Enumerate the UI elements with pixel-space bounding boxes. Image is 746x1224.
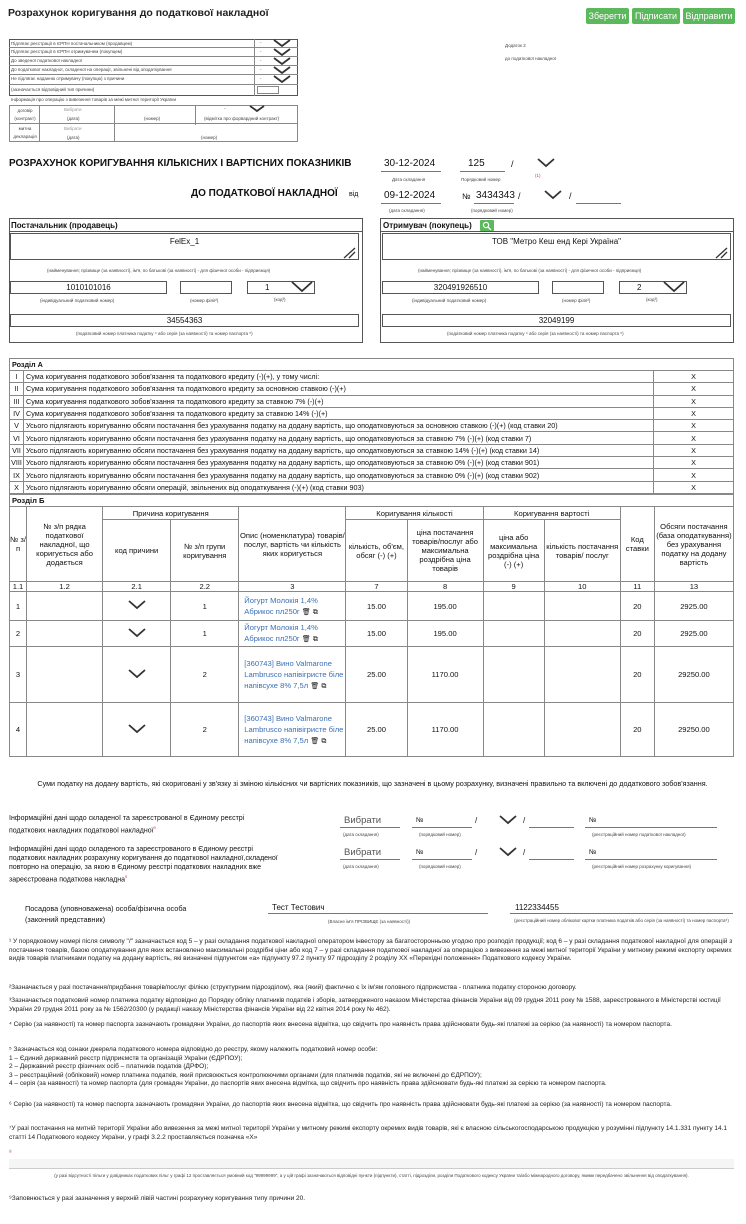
chevron-down-icon[interactable] [271, 57, 293, 66]
page-title: Розрахунок коригування до податкової накладної [8, 7, 269, 19]
seller-code-select[interactable]: 1 [247, 281, 315, 294]
copy-icon[interactable]: ⧉ [312, 636, 318, 643]
resize-handle-icon[interactable] [715, 247, 729, 259]
calc-subtitle: ДО ПОДАТКОВОЇ НАКЛАДНОЇ [191, 188, 338, 199]
calc-number[interactable]: 125 [468, 158, 485, 169]
table-row: 4 2 [360743] Вино Valmarone Lambrusco напівігристе біле напівсухе 8% 7,5л 🗑 ⧉ 25.00 1170.00 20 29250.00 [10, 703, 734, 757]
footnote-6: ⁶ Серію (за наявності) та номер паспорта зазначають громадяни України, до паспортів яких внесена відмітка, що свідчить про наявність права здійснювати будь-які платежі за серією (за наявності) та номером паспорта. [9, 1101, 672, 1108]
customs-date-choose[interactable]: Вибрати [64, 126, 82, 131]
buyer-taxid-field[interactable]: 32049199 [382, 314, 731, 327]
footnote-2: ²Зазначається у разі постачання/придбання товарів/послуг філією (структурним підрозділом), яка (який) фактично є їх ім'ям головного підприємства - платника податку стороною договору. [9, 984, 577, 991]
chevron-down-icon[interactable] [290, 281, 314, 293]
contract-date-choose[interactable]: Вибрати [64, 107, 82, 112]
buyer-ipn-field[interactable]: 320491926510 [382, 281, 539, 294]
send-button[interactable]: Відправити [683, 8, 735, 24]
chevron-down-icon[interactable] [662, 281, 686, 293]
note8-input[interactable] [9, 1159, 734, 1169]
trash-icon[interactable]: 🗑 [310, 737, 320, 745]
chevron-down-icon[interactable] [127, 669, 147, 679]
chevron-down-icon[interactable] [127, 600, 147, 610]
trash-icon[interactable]: 🗑 [301, 636, 311, 643]
trash-icon[interactable]: 🗑 [301, 608, 311, 616]
trash-icon[interactable]: 🗑 [310, 682, 320, 690]
buyer-name-field[interactable]: ТОВ "Метро Кеш енд Кері Україна" [382, 233, 731, 260]
chevron-down-icon[interactable] [271, 48, 293, 57]
search-icon [480, 220, 494, 231]
signer-number[interactable]: 1122334455 [515, 903, 559, 912]
reason-input[interactable] [257, 86, 279, 94]
appendix-line1: Додаток 2 [505, 43, 526, 48]
info2-label: Інформаційні дані щодо складеного та зареєстрованого в Єдиному реєстрі податкових накладних розрахунку коригування до податкової накладної,складеної повторно на операцію, за якою в Єдиному реєстрі податкових накладних вже зареєстрована податкова накладна$^9$ [9, 846, 278, 884]
calc-date[interactable]: 30-12-2024 [384, 158, 436, 169]
product-desc[interactable]: Йогурт Молокія 1,4% Абрикос пл250г [244, 623, 318, 643]
buyer-search-button[interactable] [480, 220, 494, 231]
footnote-3: ³Зазначається податковий номер платника податку відповідно до Порядку обліку платників податків і зборів, затвердженого наказом Міністерства фінансів України від 09 грудня 2011 року № 1588, зареєстрованого в Міністерстві юстиції України 29 грудня 2011 року за № 1562/20300 (у редакції наказу Міністерства фінансів України від 22 квітня 2014 року № 462). [9, 997, 721, 1013]
product-desc[interactable]: [360743] Вино Valmarone Lambrusco напівігристе біле напівсухе 8% 7,5л [244, 713, 344, 745]
signer-label: Посадова (уповноважена) особа/фізична особа (законний представник) [25, 904, 187, 924]
footnote-5: ⁵ Зазначається код ознаки джерела податкового номера відповідно до реєстру, якому належить податковий номер особи: 1 – Єдиний державний реєстр підприємств та організацій України (ЄДРПОУ); 2 – Державний реєстр фізичних осіб – платників податків (ДРФО); 3 – реєстраційний (обліковий) номер платника податків, який присвоюється контролюючими органами (для платників податків, які не включені до ЄДРПОУ); 4 – серія (за наявності) та номер паспорта (для громадян України, до паспортів яких внесена відмітка, що свідчить про наявність права здійснювати будь-які платежі за серією та номером паспорта. [9, 1046, 607, 1088]
footnote-8: ⁸ [9, 1149, 12, 1156]
seller-branch-field[interactable] [180, 281, 232, 294]
nak-date[interactable]: 09-12-2024 [384, 190, 436, 201]
footnote-9: ⁹Заповнюється у разі зазначення у верхній лівій частині розрахунку коригування типу причини 20. [9, 1195, 306, 1202]
chevron-down-icon[interactable] [271, 39, 293, 48]
buyer-title: Отримувач (покупець) [383, 221, 472, 230]
info1-date-choose[interactable]: Вибрати [344, 815, 382, 826]
table-row: 1 1 Йогурт Молокія 1,4% Абрикос пл250г 🗑 ⧉ 15.00 195.00 20 2925.00 [10, 592, 734, 621]
note8-caption: (у разі відсутності пільги у довідниках податкових пільг у графі 12 проставляється умовний код "99999999", а у цій графі зазначаються відповідні пункти (підпункти), статті, підрозділи, розділи Податкового кодексу України та/або міжнародного договору, якими передбачено звільнення від оподаткування). [54, 1173, 689, 1178]
chevron-down-icon[interactable] [247, 105, 267, 113]
buyer-code-select[interactable]: 2 [619, 281, 687, 294]
chevron-down-icon[interactable] [543, 190, 563, 200]
confirmation-text: Суми податку на додану вартість, які скориговані у зв'язку зі зміною кількісних чи вартісних показників, що зазначені в цьому розрахунку, визначені правильно та включені до додаткового зобов'язання. [37, 779, 708, 788]
seller-name-field[interactable]: FelEx_1 [10, 233, 359, 260]
info1-label: Інформаційні дані щодо складеної та зареєстрованої в Єдиному реєстрі податкових накладних податкової накладної$^9$ [9, 815, 245, 835]
copy-icon[interactable]: ⧉ [321, 737, 327, 745]
table-row: 2 1 Йогурт Молокія 1,4% Абрикос пл250г 🗑 ⧉ 15.00 195.00 20 2925.00 [10, 621, 734, 647]
footnote-7: ⁷У разі постачання на митній території України або вивезення за межі митної території України у митному режимі експорту окремих видів товарів, які є власною сільськогосподарською продукцією у розумінні підпункту 14.1.331 пункту 14.1 статті 14 Податкового кодексу України, у графі 3.2.2 проставляється позначка «Х» [9, 1125, 728, 1141]
footnote-1: ¹ У порядковому номері після символу "/" зазначається код 5 – у разі складання податкової накладної оператором інвестору за багатосторонньою угодою про розподіл продукції; код 6 – у разі складання податкової накладної для операцій з постачання товарів, базою оподаткування для яких встановлено максимальні роздрібні ціни або код 7 – у разі складання податкової накладної за операцією з вивезення за межі митної території України у митному режимі експорту окремих видів товарів платниками податку на додану вартість, які визначені підпунктом «а» підпункту 97.2 пункту 97 підрозділу 2 розділу XX «Перехідні положення» Податкового кодексу України. [9, 938, 733, 963]
calc-title: РОЗРАХУНОК КОРИГУВАННЯ КІЛЬКІСНИХ І ВАРТІСНИХ ПОКАЗНИКІВ [9, 158, 352, 169]
resize-handle-icon[interactable] [343, 247, 357, 259]
product-desc[interactable]: Йогурт Молокія 1,4% Абрикос пл250г [244, 595, 318, 616]
seller-title: Постачальник (продавець) [11, 221, 118, 230]
signer-name[interactable]: Тест Тестович [272, 903, 325, 912]
sign-button[interactable]: Підписати [632, 8, 680, 24]
header-table: Підлягає реєстрації в ЄРПН постачальником (продавцем) Підлягає реєстрації в ЄРПН отримувачем (покупцем) До зведеної податкової накладної До податкової накладної, складеної на операції, звільнені від оподаткування Не підлягає наданню отримувачу (покупцю) з причини (зазначається відповідний тип причини) Інформація про операцію з вивезення товарів за межі митної території України - - - - - договір (контракт) Вибрати (дата) (номер) - (відмітка про форвардний контракт) митна декларація Вибрати (дата) (номер) [9, 39, 298, 142]
appendix-line2: до податкової накладної [505, 56, 557, 61]
section-a-title: Розділ А [10, 359, 734, 371]
seller-taxid-field[interactable]: 34554363 [10, 314, 359, 327]
chevron-down-icon[interactable] [498, 815, 518, 825]
copy-icon[interactable]: ⧉ [321, 682, 327, 690]
info2-date-choose[interactable]: Вибрати [344, 847, 382, 858]
section-b-table: Розділ Б № з/п № з/п рядка податкової накладної, що коригується або додається Причина коригування Опис (номенклатура) товарів/послуг, вартість чи кількість яких коригується Коригування кількості Коригування вартості Код ставки Обсяги постачання (база оподаткування) без урахування податку на додану вартість код причини № з/п групи коригування кількість, об'єм, обсяг (-) (+) ціна постачання товарів/послуг або максимальна роздрібна ціна товарів ціна або максимальна роздрібна ціна (-) (+) кількість постачання товарів/ послуг 1.1 1.2 2.1 2.2 3 7 8 9 10 11 13 1 1 Йогурт Молокія 1,4% Абрикос пл250г 🗑 ⧉ 15.00 195.00 20 2925.00 2 1 Йогурт Молокія 1,4% Абрикос пл250г 🗑 ⧉ 15.00 195.00 20 2925.00 3 2 [360743] Вино Valmarone Lambrusco напівігристе біле напівсухе 8% 7,5л 🗑 ⧉ 25.00 1170.00 20 29250.00 4 2 [360743] Вино Valmarone Lambrusco напівігристе біле напівсухе 8% 7,5л 🗑 ⧉ 25.00 1170.00 20 29250.00 [9, 494, 734, 757]
chevron-down-icon[interactable] [498, 847, 518, 857]
section-b-title: Розділ Б [10, 495, 734, 507]
contract-label: договір (контракт) [14, 108, 36, 121]
chevron-down-icon[interactable] [271, 66, 293, 75]
chevron-down-icon[interactable] [127, 628, 147, 638]
table-row: 3 2 [360743] Вино Valmarone Lambrusco напівігристе біле напівсухе 8% 7,5л 🗑 ⧉ 25.00 1170.00 20 29250.00 [10, 647, 734, 703]
product-desc[interactable]: [360743] Вино Valmarone Lambrusco напівігристе біле напівсухе 8% 7,5л [244, 658, 344, 690]
chevron-down-icon[interactable] [536, 158, 556, 168]
buyer-branch-field[interactable] [552, 281, 604, 294]
copy-icon[interactable]: ⧉ [312, 608, 318, 616]
customs-label: митна декларація [13, 126, 37, 139]
footnote-4: ⁴ Серію (за наявності) та номер паспорта зазначають громадяни України, до паспортів яких внесена відмітка, що свідчить про наявність права здійснювати будь-які платежі за серією (за наявності) та номером паспорта. [9, 1021, 672, 1028]
seller-ipn-field[interactable]: 1010101016 [10, 281, 167, 294]
section-a-table: Розділ А I Сума коригування податкового зобов'язання та податкового кредиту (-)(+), у тому числі: X II Сума коригування податкового зобов'язання та податкового кредиту за основною ставкою (-)(+) X III Сума коригування податкового зобов'язання та податкового кредиту за ставкою 7% (-)(+) X IV Сума коригування податкового зобов'язання та податкового кредиту за ставкою 14% (-)(+) X V Усього підлягають коригуванню обсяги постачання без урахування податку на додану вартість, що оподатковуються за основною ставкою (-)(+) (код ставки 20) X VI Усього підлягають коригуванню обсяги постачання без урахування податку на додану вартість, що оподатковуються за ставкою 7% (-)(+) (код ставки 7) X VII Усього підлягають коригуванню обсяги постачання без урахування податку на додану вартість, що оподатковуються за ставкою 14% (-)(+) (код ставки 14) X VIII Усього підлягають коригуванню обсяги постачання без урахування податку на додану вартість, що оподатковуються за ставкою 0% (-)(+) (код ставки 901) X IX Усього підлягають коригуванню обсяги постачання без урахування податку на додану вартість, що оподатковуються за ставкою 0% (-)(+) (код ставки 902) X X Усього підлягають коригуванню обсяги операцій, звільнених від оподаткування (-)(+) (код ставки 903) X [9, 358, 734, 494]
chevron-down-icon[interactable] [271, 75, 293, 84]
save-button[interactable]: Зберегти [586, 8, 629, 24]
nak-number[interactable]: 3434343 [476, 190, 515, 201]
chevron-down-icon[interactable] [127, 724, 147, 734]
